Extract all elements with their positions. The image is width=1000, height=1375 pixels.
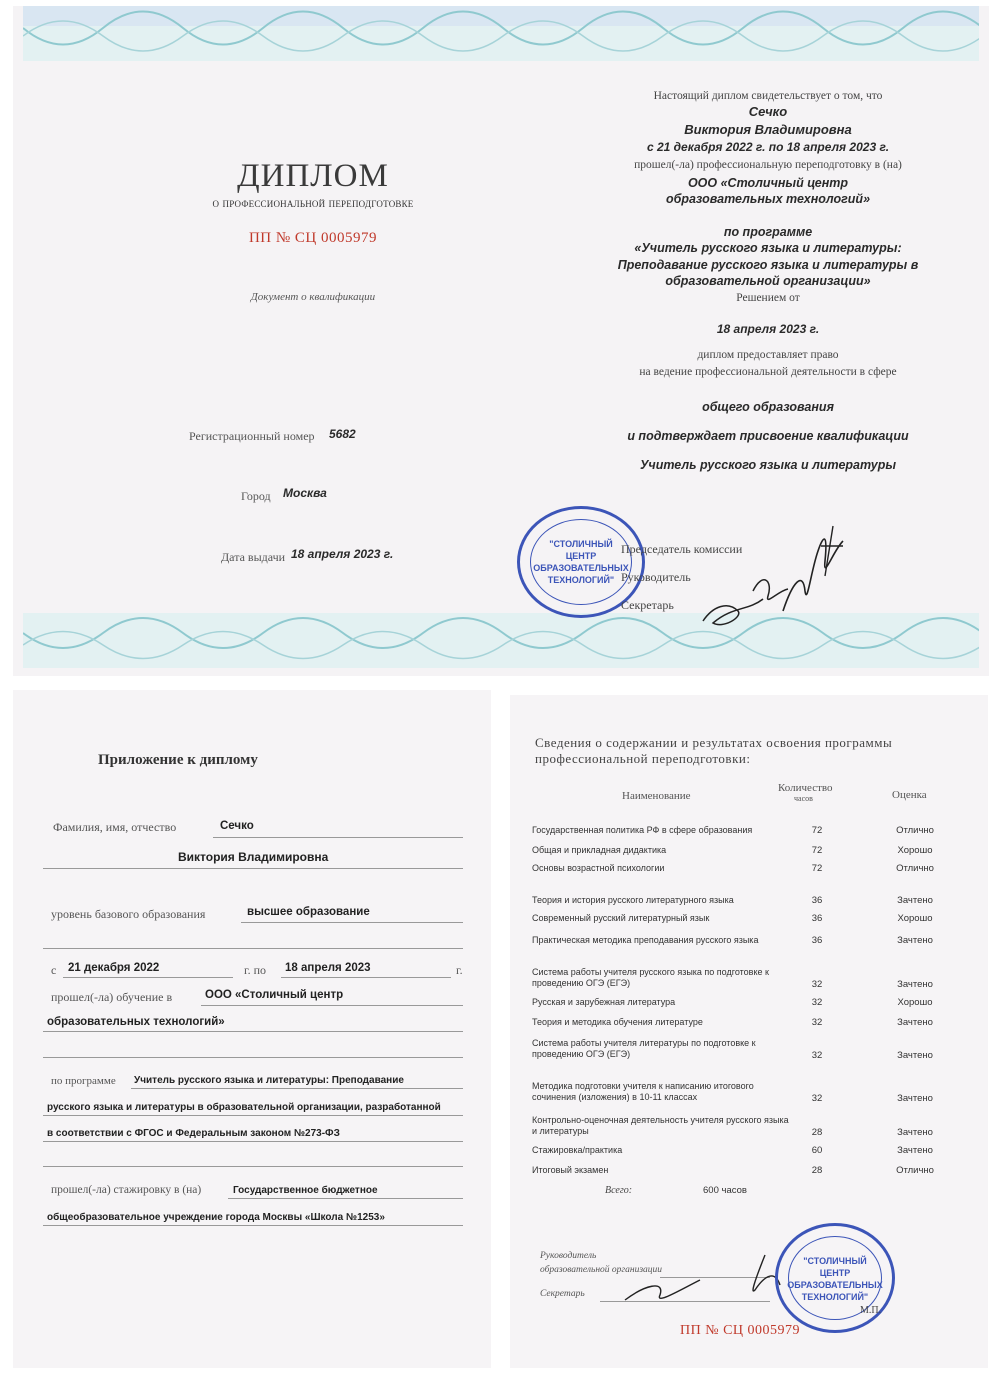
results-title-line-2: профессиональной переподготовки: — [535, 751, 751, 766]
total-label: Всего: — [605, 1185, 633, 1196]
table-row-grade: Зачтено — [897, 1050, 933, 1061]
table-row-name: Общая и прикладная дидактика — [532, 845, 667, 855]
from-date: 21 декабря 2022 — [68, 962, 160, 974]
certificate-intro: Настоящий диплом свидетельствует о том, что — [653, 90, 883, 102]
head-label-line-1: Руководитель — [540, 1251, 597, 1261]
appendix-name: Виктория Владимировна — [178, 850, 329, 864]
total-value: 600 часов — [703, 1185, 747, 1196]
issue-date-label: Дата выдачи — [221, 550, 286, 564]
internship-line-2: общеобразовательное учреждение города Москвы «Школа №1253» — [47, 1212, 385, 1223]
registration-number: 5682 — [329, 427, 356, 441]
table-row-name: Теория и история русского литературного языка — [532, 895, 734, 905]
table-row-grade: Зачтено — [897, 1145, 933, 1156]
appendix-program-line-2: русского языка и литературы в образовательной организации, разработанной — [47, 1102, 441, 1113]
table-row-grade: Хорошо — [897, 913, 933, 924]
holder-surname: Сечко — [748, 104, 788, 119]
qualification-doc-label: Документ о квалификации — [250, 291, 376, 303]
city-value: Москва — [283, 486, 327, 500]
secretary-label: Секретарь — [621, 598, 674, 612]
stamp-text-line-3: ОБРАЗОВАТЕЛЬНЫХ — [533, 563, 629, 573]
city-label: Город — [241, 489, 271, 503]
table-row-hours: 32 — [811, 979, 823, 990]
table-row-hours: 32 — [811, 1093, 823, 1104]
decorative-border-top — [23, 6, 979, 61]
column-header-hours: Количество — [778, 782, 833, 794]
table-row-name: Теория и методика обучения литературе — [532, 1017, 703, 1027]
results-series-number: ПП № СЦ 0005979 — [680, 1323, 801, 1338]
director-label: Руководитель — [621, 570, 691, 584]
grants-right-text: диплом предоставляет право — [697, 349, 839, 361]
base-edu-label: уровень базового образования — [51, 907, 206, 921]
from-label: с — [51, 963, 57, 977]
table-row-grade: Зачтено — [897, 895, 933, 906]
table-row-hours: 72 — [811, 845, 823, 856]
table-row-hours: 36 — [811, 913, 823, 924]
internship-line-1: Государственное бюджетное — [233, 1185, 378, 1196]
table-row-hours: 72 — [811, 863, 823, 874]
stamp-text-line-1: "СТОЛИЧНЫЙ — [549, 539, 613, 549]
results-stamp-text-line-2: ЦЕНТР — [819, 1268, 851, 1278]
table-row-name: Стажировка/практика — [532, 1145, 623, 1155]
to-date: 18 апреля 2023 — [285, 962, 371, 974]
table-row-grade: Зачтено — [897, 935, 933, 946]
program-line-3: образовательной организации» — [665, 274, 871, 288]
stamp-text-line-2: ЦЕНТР — [565, 551, 597, 561]
holder-name: Виктория Владимировна — [684, 122, 852, 137]
qualification-title: Учитель русского языка и литературы — [639, 458, 897, 472]
results-sheet — [510, 695, 988, 1368]
internship-label: прошел(-ла) стажировку в (на) — [51, 1184, 202, 1196]
results-stamp-text-line-4: ТЕХНОЛОГИЙ" — [801, 1292, 869, 1302]
program-line-2: Преподавание русского языка и литературы в — [617, 258, 919, 272]
results-secretary-label: Секретарь — [540, 1289, 585, 1299]
stamp-text-line-4: ТЕХНОЛОГИЙ" — [547, 575, 615, 585]
column-header-grade: Оценка — [892, 789, 927, 801]
table-row-grade: Зачтено — [897, 1017, 933, 1028]
appendix-org-line-1: ООО «Столичный центр — [205, 989, 344, 1001]
table-row-name: Современный русский литературный язык — [532, 913, 710, 923]
issue-date-value: 18 апреля 2023 г. — [291, 547, 394, 561]
table-row-grade: Хорошо — [897, 845, 933, 856]
table-row-name: Методика подготовки учителя к написанию итогового сочинения (изложения) в 10-11 классах — [532, 1081, 754, 1102]
table-row-grade: Зачтено — [897, 1127, 933, 1138]
registration-label: Регистрационный номер — [189, 429, 315, 443]
table-row-grade: Отлично — [896, 863, 934, 874]
table-row-hours: 36 — [811, 935, 823, 946]
results-title-line-1: Сведения о содержании и результатах освоения программы — [535, 735, 893, 750]
table-row-hours: 28 — [811, 1127, 823, 1138]
table-row-name: Практическая методика преподавания русского языка — [532, 935, 759, 945]
table-row-hours: 72 — [811, 825, 823, 836]
table-row-name: Система работы учителя литературы по подготовке к проведению ОГЭ (ЕГЭ) — [532, 1038, 756, 1059]
passed-label: прошел(-ла) профессиональную переподготовку в (на) — [634, 159, 902, 171]
decision-date: 18 апреля 2023 г. — [716, 322, 820, 336]
table-row-name: Русская и зарубежная литература — [532, 997, 676, 1007]
table-row-name: Итоговый экзамен — [532, 1165, 609, 1175]
table-row-hours: 32 — [811, 997, 823, 1008]
table-row-hours: 32 — [811, 1017, 823, 1028]
table-row-grade: Отлично — [896, 825, 934, 836]
table-row-name: Государственная политика РФ в сфере образования — [532, 825, 753, 835]
year-suffix: г. — [456, 963, 463, 977]
table-row-name: Контрольно-оценочная деятельность учителя русского языка и литературы — [532, 1115, 789, 1136]
appendix-program-line-1: Учитель русского языка и литературы: Преподавание — [134, 1075, 404, 1086]
appendix-title: Приложение к диплому — [98, 752, 258, 768]
table-row-name: Система работы учителя русского языка по подготовке к проведению ОГЭ (ЕГЭ) — [532, 967, 769, 988]
program-line-1: «Учитель русского языка и литературы: — [634, 241, 902, 255]
diploma-sheet — [13, 6, 989, 676]
appendix-org-line-2: образовательных технологий» — [47, 1016, 225, 1028]
fio-label: Фамилия, имя, отчество — [53, 820, 177, 834]
study-period: с 21 декабря 2022 г. по 18 апреля 2023 г. — [646, 140, 890, 154]
table-row-grade: Хорошо — [897, 997, 933, 1008]
table-row-grade: Зачтено — [897, 979, 933, 990]
program-label: по программе — [723, 225, 813, 239]
table-row-hours: 32 — [811, 1050, 823, 1061]
column-header-name: Наименование — [622, 790, 691, 802]
head-label-line-2: образовательной организации — [540, 1265, 663, 1275]
organization-line-1: ООО «Столичный центр — [687, 176, 849, 190]
program-label: по программе — [51, 1075, 116, 1087]
table-row-hours: 60 — [811, 1145, 823, 1156]
diploma-subtitle: о профессиональной переподготовке — [212, 196, 414, 210]
table-row-name: Основы возрастной психологии — [532, 863, 665, 873]
results-stamp — [775, 1223, 895, 1333]
results-stamp-text-line-3: ОБРАЗОВАТЕЛЬНЫХ — [787, 1280, 883, 1290]
table-row-grade: Зачтено — [897, 1093, 933, 1104]
studied-label: прошел(-ла) обучение в — [51, 990, 173, 1004]
appendix-program-line-3: в соответствии с ФГОС и Федеральным законом №273-ФЗ — [47, 1128, 340, 1139]
results-stamp-text-line-1: "СТОЛИЧНЫЙ — [803, 1256, 867, 1266]
confirms-text: и подтверждает присвоение квалификации — [627, 429, 909, 443]
table-row-grade: Отлично — [896, 1165, 934, 1176]
activity-field-text: на ведение профессиональной деятельности в сфере — [639, 366, 897, 378]
commission-chair-label: Председатель комиссии — [621, 542, 743, 556]
diploma-series-number: ПП № СЦ 0005979 — [248, 230, 378, 246]
base-edu-value: высшее образование — [247, 906, 370, 918]
table-row-hours: 36 — [811, 895, 823, 906]
mp-label: М.П. — [860, 1305, 882, 1316]
signatures — [693, 511, 853, 636]
appendix-sheet — [13, 690, 491, 1368]
column-header-hours-unit: часов — [794, 794, 813, 803]
diploma-title: ДИПЛОМ — [237, 158, 389, 194]
appendix-surname: Сечко — [220, 820, 254, 832]
to-label: г. по — [244, 963, 266, 977]
field-value: общего образования — [702, 400, 834, 414]
table-row-hours: 28 — [811, 1165, 823, 1176]
organization-line-2: образовательных технологий» — [665, 192, 871, 206]
decision-label: Решением от — [736, 292, 800, 304]
